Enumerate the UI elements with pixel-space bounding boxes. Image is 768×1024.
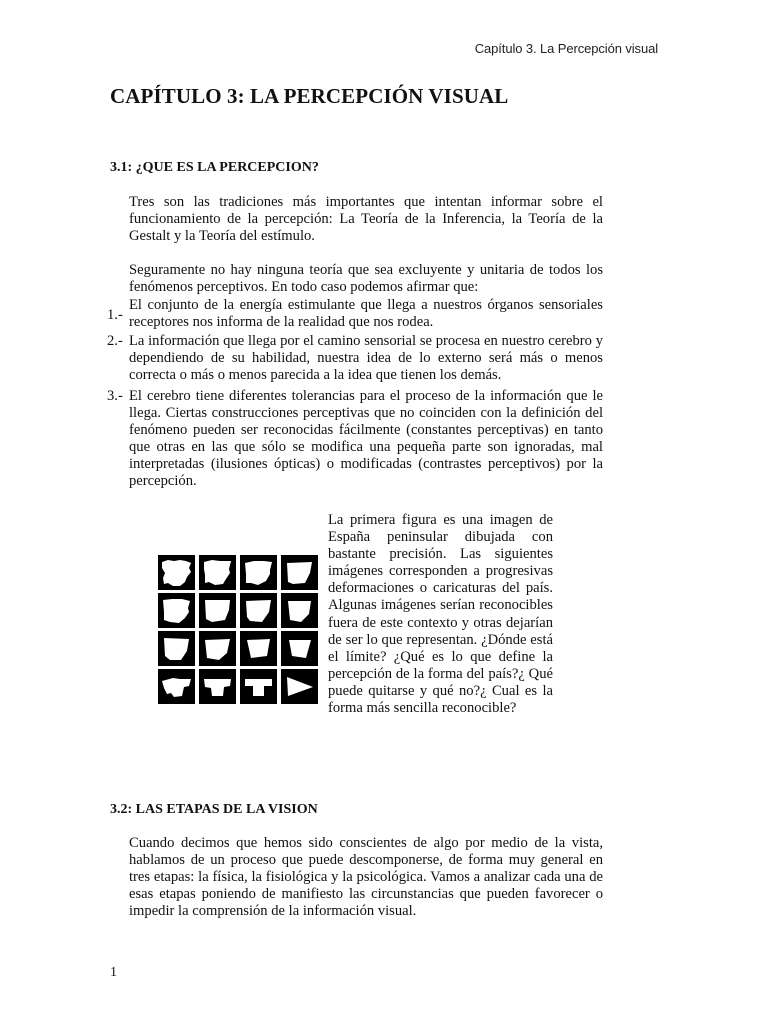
spain-silhouette-image xyxy=(158,631,195,666)
spain-silhouette-image xyxy=(240,631,277,666)
spain-silhouette-image xyxy=(240,555,277,590)
spain-silhouette-image xyxy=(158,669,195,704)
spain-silhouette-image xyxy=(158,555,195,590)
list-item-text: La información que llega por el camino sensorial se procesa en nuestro cerebro y dependiendo de su habilidad, nuestra idea de lo externo será más o menos correcta o más o menos parecida a la idea que tienen los demás. xyxy=(129,333,603,384)
section-title-3-2: 3.2: LAS ETAPAS DE LA VISION xyxy=(110,802,318,817)
spain-silhouette-image xyxy=(240,669,277,704)
paragraph-traditions: Tres son las tradiciones más importantes que intentan informar sobre el funcionamiento de la percepción: La Teoría de la Inferencia, la Teoría de la Gestalt y la Teoría del estímulo. xyxy=(129,194,603,245)
spain-silhouette-image xyxy=(199,555,236,590)
page-number: 1 xyxy=(110,965,117,980)
chapter-title: CAPÍTULO 3: LA PERCEPCIÓN VISUAL xyxy=(110,84,509,108)
running-header: Capítulo 3. La Percepción visual xyxy=(474,41,658,56)
paragraph-no-theory: Seguramente no hay ninguna teoría que sea excluyente y unitaria de todos los fenómenos perceptivos. En todo caso podemos afirmar que: xyxy=(129,262,603,296)
spain-silhouette-image xyxy=(158,593,195,628)
paragraph-stages: Cuando decimos que hemos sido conscientes de algo por medio de la vista, hablamos de un proceso que puede descomponerse, de forma muy general en tres etapas: la física, la fisiológica y la psicológica. Vamos a analizar cada una de esas etapas poniendo de manifiesto las circunstancias que pueden favorecer o impedir la comprensión de la información visual. xyxy=(129,835,603,920)
list-number: 1.- xyxy=(107,307,123,323)
spain-silhouette-image xyxy=(281,593,318,628)
spain-silhouette-image xyxy=(281,669,318,704)
list-number: 2.- xyxy=(107,333,123,349)
list-item-text: El cerebro tiene diferentes tolerancias para el proceso de la información que le llega. Ciertas construcciones perceptivas que no coinciden con la definición del fenómeno pueden ser reconocidas fácilmente (constantes perceptivas) en tanto que otras en las que sólo se modifica una pequeña parte son ignoradas, mal interpretadas (ilusiones ópticas) o modificadas (contrastes perceptivos) por la percepción. xyxy=(129,388,603,490)
list-item-text: El conjunto de la energía estimulante que llega a nuestros órganos sensoriales receptores nos informa de la realidad que nos rodea. xyxy=(129,297,603,331)
spain-silhouette-image xyxy=(281,631,318,666)
figure-caption: La primera figura es una imagen de España peninsular dibujada con bastante precisión. Las siguientes imágenes corresponden a progresivas deformaciones o caricaturas del país. Algunas imágenes serían reconocibles fuera de este contexto y otras dejarían de ser lo que representan. ¿Dónde está el límite? ¿Qué es lo que define la percepción de la forma del país?¿ Qué puede quitarse y qué no?¿ Cual es la forma más sencilla reconocible? xyxy=(328,512,553,717)
spain-silhouette-image xyxy=(199,669,236,704)
spain-silhouette-image xyxy=(199,593,236,628)
spain-silhouettes-figure xyxy=(158,555,318,705)
list-number: 3.- xyxy=(107,388,123,404)
spain-silhouette-image xyxy=(281,555,318,590)
spain-silhouette-image xyxy=(199,631,236,666)
spain-silhouette-image xyxy=(240,593,277,628)
section-title-3-1: 3.1: ¿QUE ES LA PERCEPCION? xyxy=(110,160,319,175)
